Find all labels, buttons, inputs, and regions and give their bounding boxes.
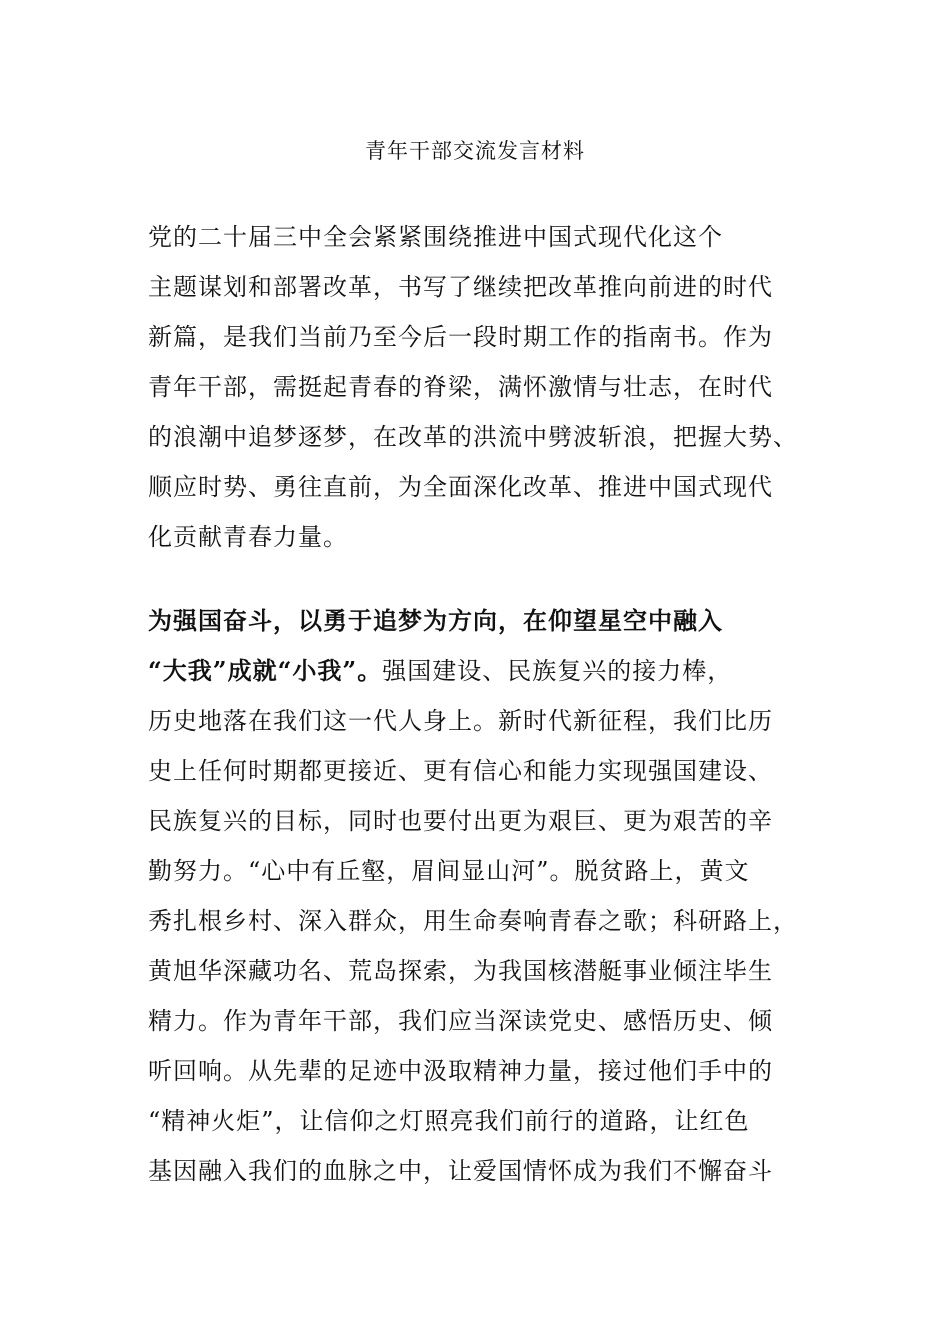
body-line: 听回响。从先辈的足迹中汲取精神力量，接过他们手中的 bbox=[148, 1057, 773, 1085]
section-body-start: 强国建设、民族复兴的接力棒， bbox=[382, 657, 733, 685]
document-title: 青年干部交流发言材料 bbox=[365, 139, 585, 163]
section-heading-end: “大我”成就“小我”。 bbox=[148, 656, 383, 685]
intro-line: 的浪潮中追梦逐梦，在改革的洪流中劈波斩浪，把握大势、 bbox=[148, 423, 798, 451]
body-line: 基因融入我们的血脉之中，让爱国情怀成为我们不懈奋斗 bbox=[148, 1157, 773, 1185]
body-line: 史上任何时期都更接近、更有信心和能力实现强国建设、 bbox=[148, 757, 773, 785]
intro-line: 化贡献青春力量。 bbox=[148, 523, 348, 551]
body-line: 勤努力。“心中有丘壑，眉间显山河”。脱贫路上，黄文 bbox=[148, 857, 750, 885]
intro-line: 党的二十届三中全会紧紧围绕推进中国式现代化这个 bbox=[148, 223, 723, 251]
body-line: 精力。作为青年干部，我们应当深读党史、感悟历史、倾 bbox=[148, 1007, 773, 1035]
body-line: 黄旭华深藏功名、荒岛探索，为我国核潜艇事业倾注毕生 bbox=[148, 957, 773, 985]
section-heading-continuation bbox=[148, 654, 808, 688]
body-line: 民族复兴的目标，同时也要付出更为艰巨、更为艰苦的辛 bbox=[148, 807, 773, 835]
body-line: 秀扎根乡村、深入群众，用生命奏响青春之歌；科研路上， bbox=[148, 907, 798, 935]
intro-line: 青年干部，需挺起青春的脊梁，满怀激情与壮志，在时代 bbox=[148, 373, 773, 401]
section-heading: 为强国奋斗，以勇于追梦为方向，在仰望星空中融入 bbox=[148, 606, 723, 635]
body-line: 历史地落在我们这一代人身上。新时代新征程，我们比历 bbox=[148, 707, 773, 735]
intro-line: 新篇，是我们当前乃至今后一段时期工作的指南书。作为 bbox=[148, 323, 773, 351]
body-line: “精神火炬”，让信仰之灯照亮我们前行的道路，让红色 bbox=[148, 1107, 750, 1135]
intro-line: 顺应时势、勇往直前，为全面深化改革、推进中国式现代 bbox=[148, 473, 773, 501]
intro-line: 主题谋划和部署改革，书写了继续把改革推向前进的时代 bbox=[148, 273, 773, 301]
